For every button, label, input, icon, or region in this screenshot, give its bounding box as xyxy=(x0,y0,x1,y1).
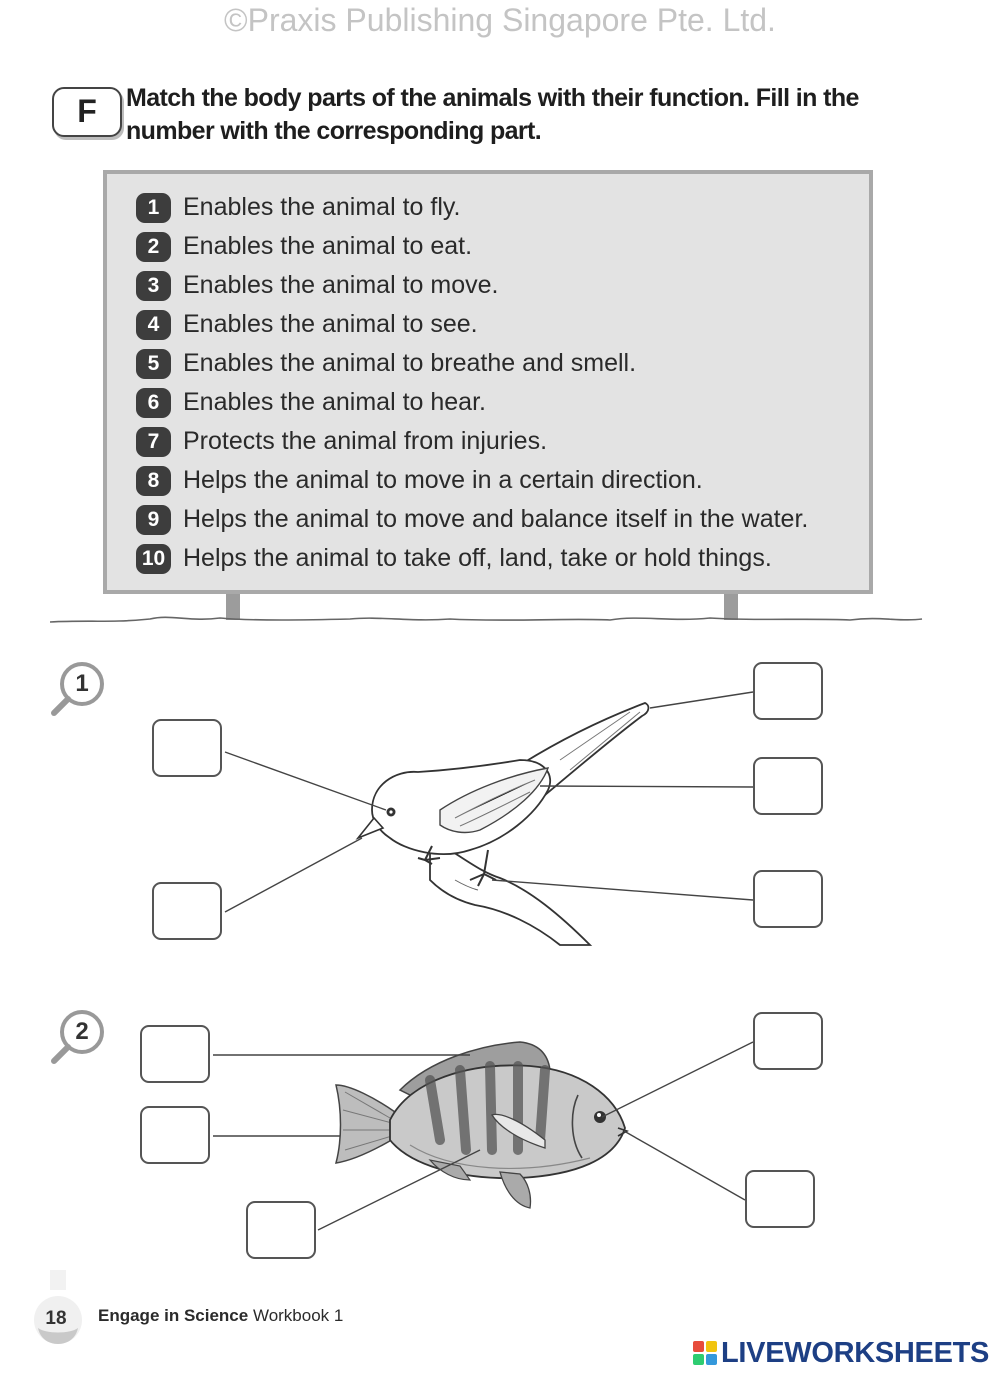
answer-box-bird-eye[interactable] xyxy=(152,719,222,777)
answer-box-fish-scales[interactable] xyxy=(246,1201,316,1259)
function-text: Protects the animal from injuries. xyxy=(183,427,548,455)
function-number-badge: 3 xyxy=(136,271,171,301)
copyright-notice: ©Praxis Publishing Singapore Pte. Ltd. xyxy=(224,2,776,38)
function-number-badge: 9 xyxy=(136,505,171,535)
function-text: Enables the animal to eat. xyxy=(183,232,473,260)
function-text: Enables the animal to breathe and smell. xyxy=(183,349,637,377)
question-number: 1 xyxy=(75,670,89,697)
answer-box-bird-feet[interactable] xyxy=(753,870,823,928)
bird-illustration xyxy=(358,703,648,945)
function-text: Helps the animal to take off, land, take or hold things. xyxy=(183,544,772,572)
function-text: Enables the animal to hear. xyxy=(183,388,486,416)
function-text: Helps the animal to move in a certain direction. xyxy=(183,466,703,494)
answer-box-fish-dorsal-fin[interactable] xyxy=(140,1025,210,1083)
liveworksheets-logo[interactable] xyxy=(693,1338,989,1368)
function-text: Enables the animal to fly. xyxy=(183,193,461,221)
function-number-badge: 10 xyxy=(136,544,171,574)
function-number-badge: 7 xyxy=(136,427,171,457)
answer-box-fish-eye[interactable] xyxy=(753,1012,823,1070)
function-number-badge: 6 xyxy=(136,388,171,418)
book-title-bold: Engage in Science xyxy=(98,1306,249,1325)
section-letter: F xyxy=(77,93,97,129)
answer-box-bird-beak[interactable] xyxy=(152,882,222,940)
function-number-badge: 2 xyxy=(136,232,171,262)
function-number-badge: 5 xyxy=(136,349,171,379)
liveworksheets-brand-text: LIVEWORKSHEETS xyxy=(721,1336,990,1369)
function-number-badge: 4 xyxy=(136,310,171,340)
answer-box-bird-wing[interactable] xyxy=(753,757,823,815)
book-title xyxy=(98,1306,343,1326)
function-text: Enables the animal to see. xyxy=(183,310,478,338)
function-number-badge: 1 xyxy=(136,193,171,223)
fish-illustration xyxy=(336,1042,627,1208)
instructions-text: Match the body parts of the animals with their function. Fill in the number with the corresponding part. xyxy=(126,84,859,145)
function-number-badge: 8 xyxy=(136,466,171,496)
page-number: 18 xyxy=(45,1308,67,1329)
answer-box-fish-tail[interactable] xyxy=(140,1106,210,1164)
book-title-rest: Workbook 1 xyxy=(248,1306,344,1325)
function-text: Helps the animal to move and balance itself in the water. xyxy=(183,505,809,533)
question-number: 2 xyxy=(75,1018,89,1045)
function-text: Enables the animal to move. xyxy=(183,271,499,299)
answer-box-bird-tail[interactable] xyxy=(753,662,823,720)
answer-box-fish-mouth[interactable] xyxy=(745,1170,815,1228)
liveworksheets-logo-icon xyxy=(693,1341,717,1365)
